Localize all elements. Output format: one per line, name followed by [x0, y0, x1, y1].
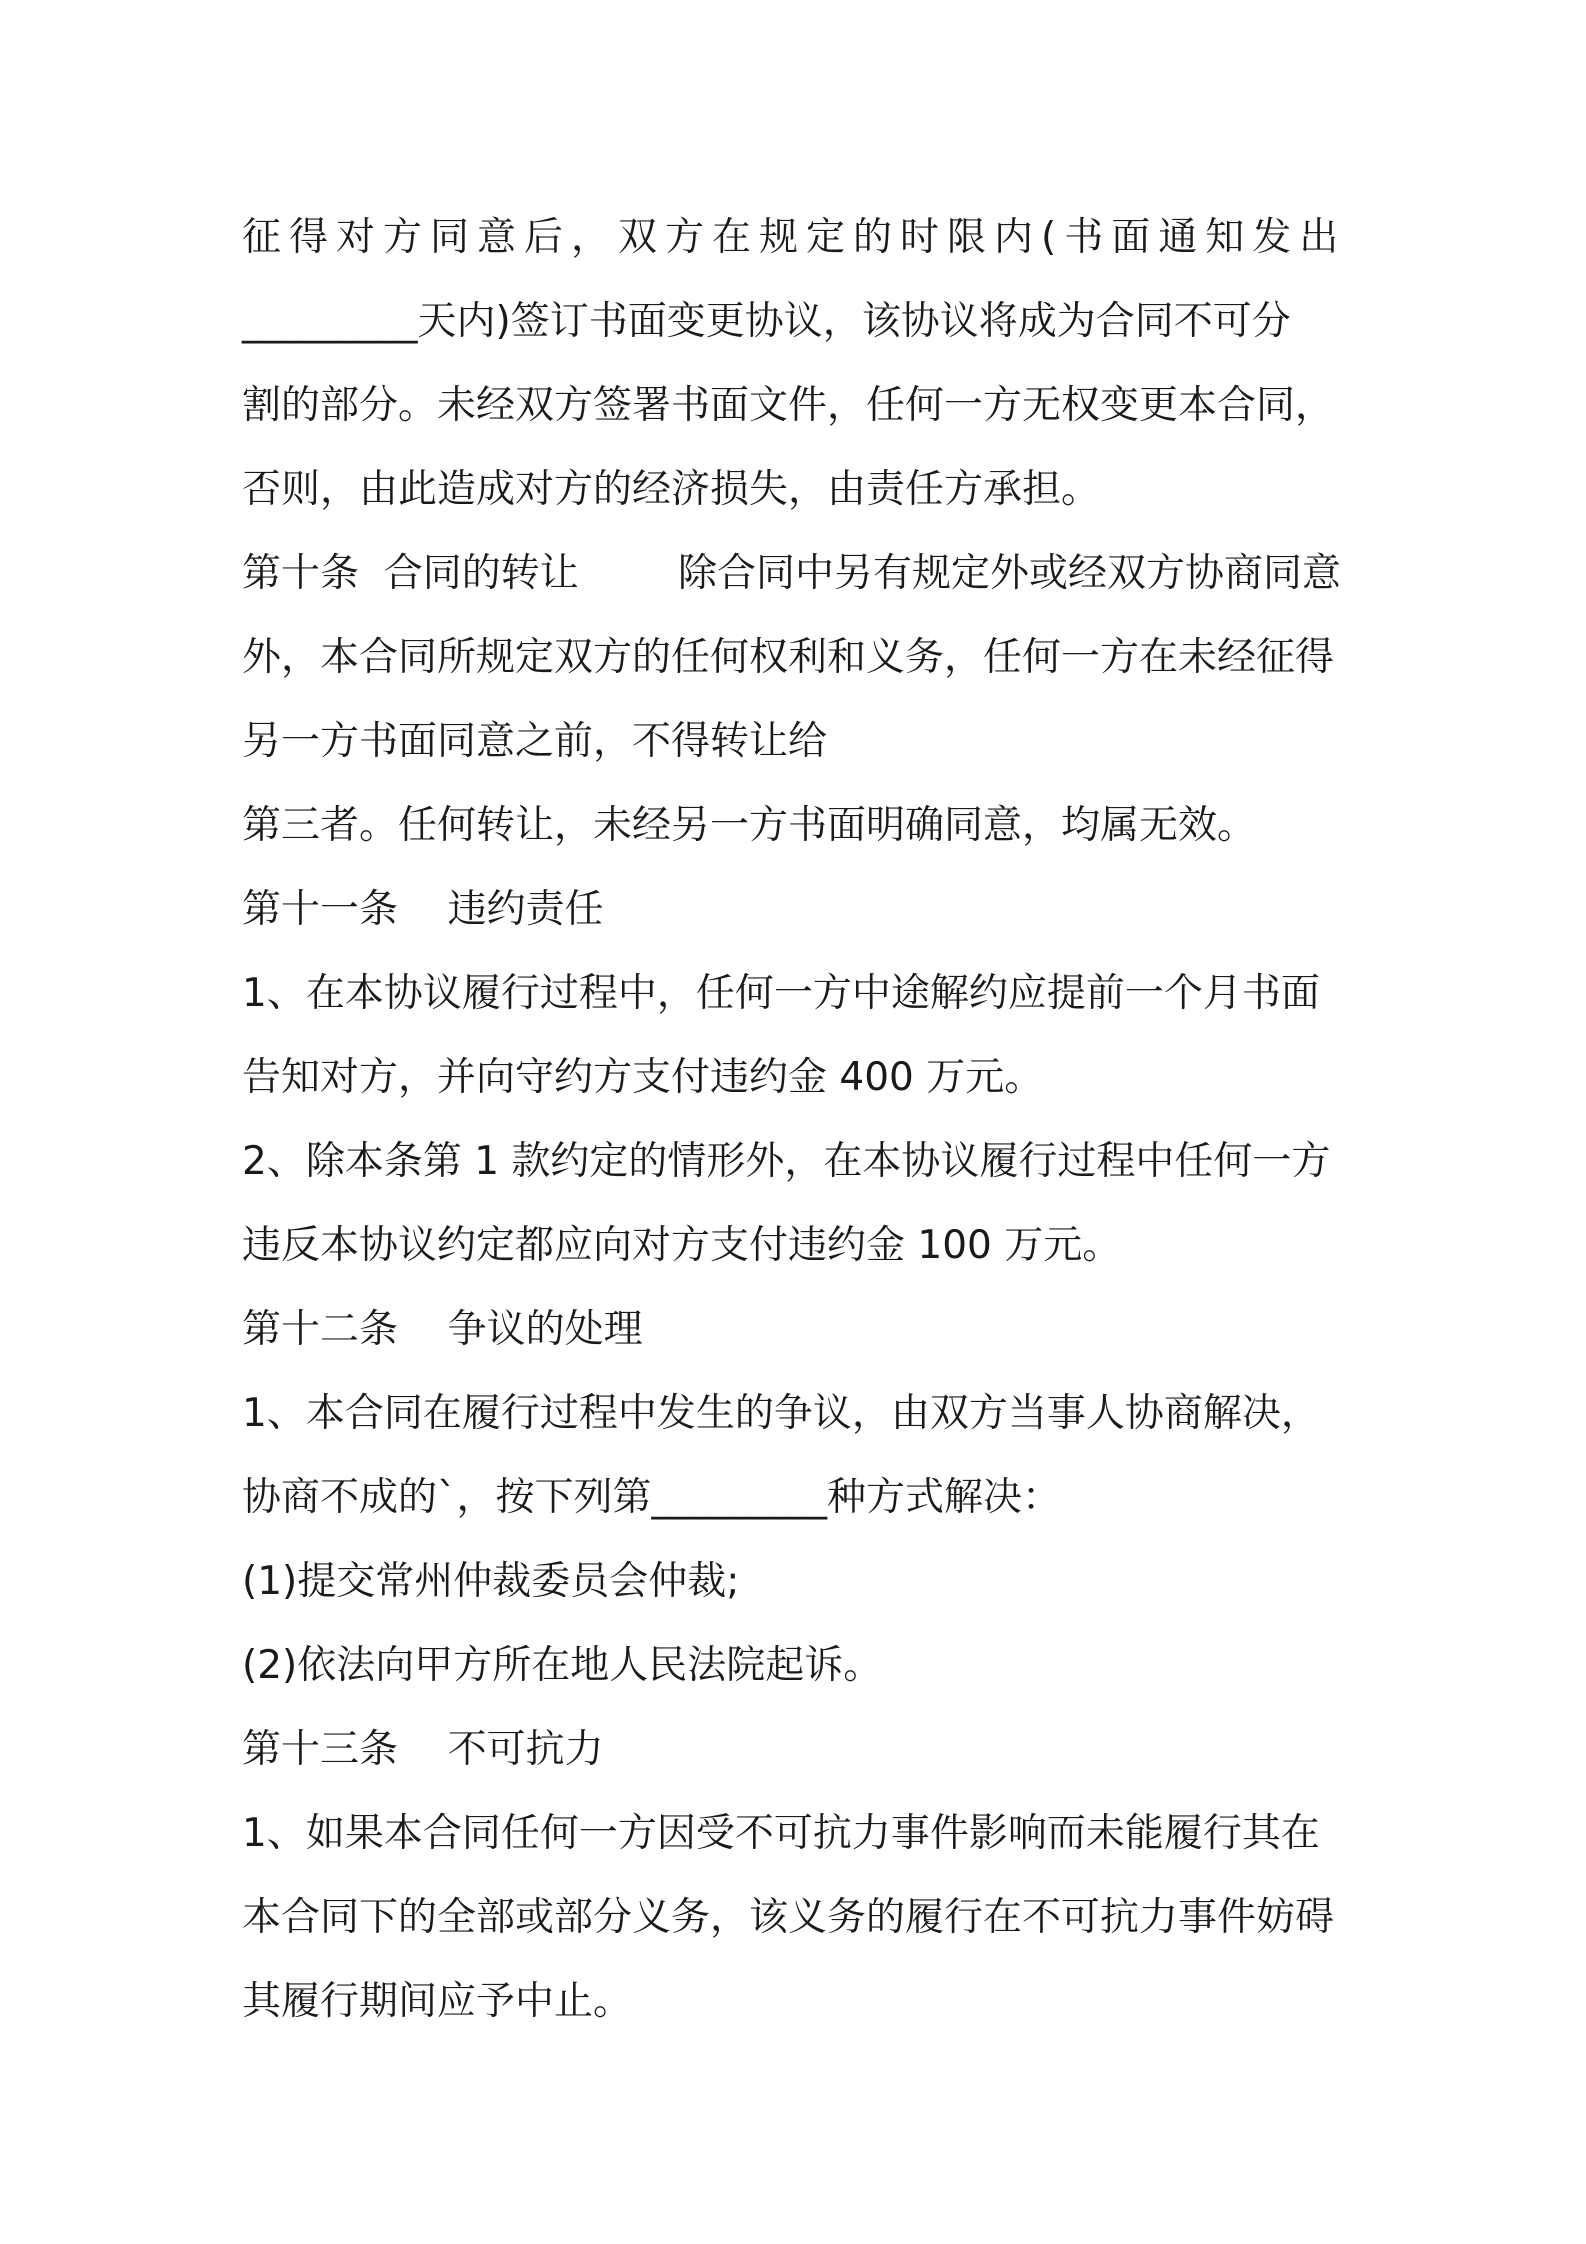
paragraph-line: 征得对方同意后，双方在规定的时限内(书面通知发出 [242, 215, 1347, 260]
paragraph-line: 告知对方，并向守约方支付违约金 400 万元。 [242, 1055, 1044, 1100]
paragraph-line: 本合同下的全部或部分义务，该义务的履行在不可抗力事件妨碍 [242, 1895, 1335, 1940]
paragraph-line: 否则，由此造成对方的经济损失，由责任方承担。 [242, 467, 1101, 512]
paragraph-line: 1、在本协议履行过程中，任何一方中途解约应提前一个月书面 [242, 971, 1320, 1016]
contract-body [242, 196, 1362, 2044]
article-12-heading: 第十二条 争议的处理 [242, 1307, 643, 1352]
paragraph-line: 2、除本条第 1 款约定的情形外，在本协议履行过程中任何一方 [242, 1139, 1331, 1184]
article-10-heading-line: 第十条 合同的转让 除合同中另有规定外或经双方协商同意 [242, 551, 1341, 596]
article-11-heading: 第十一条 违约责任 [242, 887, 604, 932]
paragraph-line: _________天内)签订书面变更协议，该协议将成为合同不可分 [242, 299, 1291, 344]
paragraph-line: 协商不成的`，按下列第_________种方式解决： [242, 1475, 1062, 1520]
list-item: (1)提交常州仲裁委员会仲裁; [242, 1559, 740, 1604]
paragraph-line: 1、本合同在履行过程中发生的争议，由双方当事人协商解决， [242, 1391, 1320, 1436]
paragraph-line: 第三者。任何转让，未经另一方书面明确同意，均属无效。 [242, 803, 1257, 848]
paragraph-line: 其履行期间应予中止。 [242, 1979, 633, 2024]
list-item: (2)依法向甲方所在地人民法院起诉。 [242, 1643, 883, 1688]
paragraph-line: 割的部分。未经双方签署书面文件，任何一方无权变更本合同， [242, 383, 1335, 428]
paragraph-line: 违反本协议约定都应向对方支付违约金 100 万元。 [242, 1223, 1122, 1268]
paragraph-line: 外，本合同所规定双方的任何权利和义务，任何一方在未经征得 [242, 635, 1335, 680]
paragraph-line: 1、如果本合同任何一方因受不可抗力事件影响而未能履行其在 [242, 1811, 1320, 1856]
article-13-heading: 第十三条 不可抗力 [242, 1727, 604, 1772]
paragraph-line: 另一方书面同意之前，不得转让给 [242, 719, 828, 764]
